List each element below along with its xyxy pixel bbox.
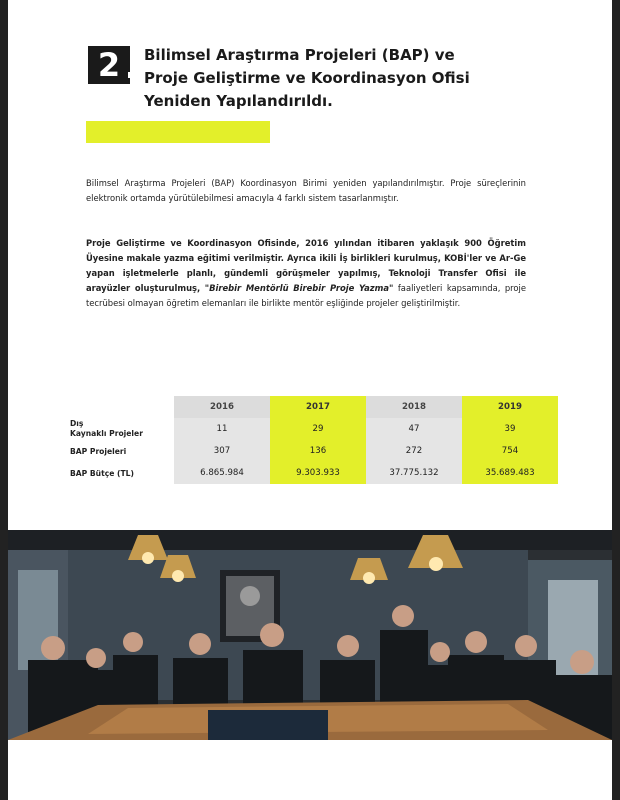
table-cell: 272 [366, 440, 462, 462]
meeting-photo-illustration [8, 530, 612, 740]
table-cell: 9.303.933 [270, 462, 366, 484]
table-cell: 29 [270, 418, 366, 440]
meeting-photo [8, 530, 612, 740]
year-2016: 2016 [174, 396, 270, 418]
left-border [0, 0, 8, 800]
table-cell: 6.865.984 [174, 462, 270, 484]
bottom-margin [8, 740, 612, 800]
row-label: BAP Bütçe (TL) [70, 468, 134, 478]
right-border [612, 0, 620, 800]
paragraph-1: Bilimsel Araştırma Projeleri (BAP) Koordinasyon Birimi yeniden yapılandırılmıştır. Proje süreçlerinin elektronik ortamda yürütülebilmesi amacıyla 4 farklı sistem tasarlanmıştır. [86, 178, 526, 203]
section-number-dot [128, 72, 134, 78]
table-cell: 39 [462, 418, 558, 440]
table-cell: 37.775.132 [366, 462, 462, 484]
year-2017: 2017 [270, 396, 366, 418]
title-line-3: Yeniden Yapılandırıldı. [144, 92, 333, 110]
table-row [70, 440, 558, 462]
paragraph-2 [86, 236, 526, 311]
header-empty [70, 396, 174, 418]
table-row [70, 462, 558, 484]
table-row [70, 418, 558, 440]
table-cell: 136 [270, 440, 366, 462]
section-title [144, 44, 544, 113]
stats-table [70, 396, 558, 484]
row-label [70, 418, 174, 440]
section-number-text: 2 [97, 46, 121, 84]
row-label: BAP Projeleri [70, 446, 127, 456]
year-2018: 2018 [366, 396, 462, 418]
paragraph-2-italic: "Birebir Mentörlü Birebir Proje Yazma" [204, 283, 394, 293]
paragraph-2-bold: Proje Geliştirme ve Koordinasyon Ofisinde, 2016 yılından itibaren yaklaşık 900 Öğretim Üyesine makale yazma eğitimi verilmiştir. Ayrıca ikili İş birlikleri kurulmuş, KOBİ'ler ve Ar-Ge yapan işletmelerle planlı, gündemli görüşmeler yapılmış, Teknoloji Transfer Ofisi ile arayüzler oluşturulmuş, [86, 238, 526, 293]
row-label-line-1: Dış [70, 419, 84, 428]
title-line-1: Bilimsel Araştırma Projeleri (BAP) ve [144, 46, 455, 64]
paragraph-2-rest: faaliyetleri kapsamında, proje tecrübesi olmayan öğretim elemanları ile birlikte mentör eşliğinde projeler geliştirilmiştir. [86, 283, 527, 308]
table-cell: 35.689.483 [462, 462, 558, 484]
table-cell: 754 [462, 440, 558, 462]
row-label-line-2: Kaynaklı Projeler [70, 429, 143, 438]
table-cell: 307 [174, 440, 270, 462]
table-cell: 11 [174, 418, 270, 440]
year-2019: 2019 [462, 396, 558, 418]
table-header-row [70, 396, 558, 418]
section-number [88, 46, 130, 84]
accent-bar [86, 121, 270, 143]
title-line-2: Proje Geliştirme ve Koordinasyon Ofisi [144, 69, 470, 87]
table-cell: 47 [366, 418, 462, 440]
